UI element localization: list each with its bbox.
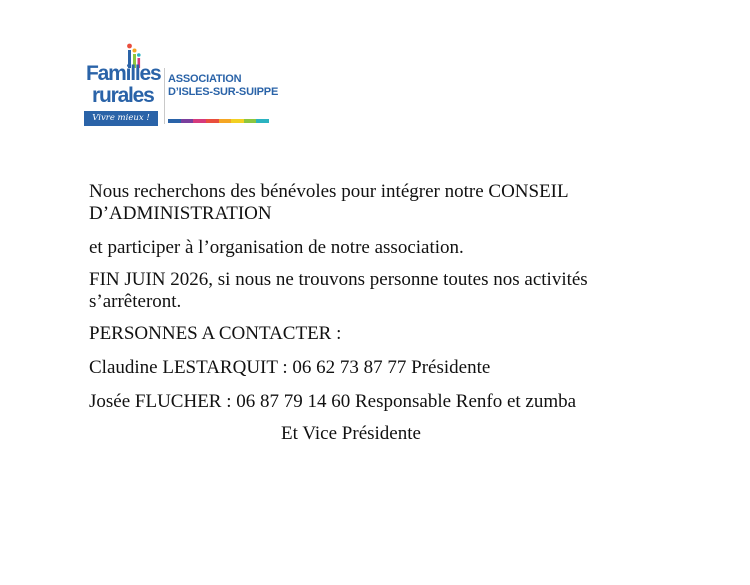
paragraph-participate: et participer à l’organisation de notre association. [89,237,464,258]
logo-color-bar [168,119,269,123]
color-bar-segment [206,119,219,123]
logo-brand-block [84,40,160,128]
contact-president: Claudine LESTARQUIT : 06 62 73 87 77 Présidente [89,357,491,378]
vice-president-title: Et Vice Présidente [281,423,421,444]
familles-rurales-logo [84,40,279,128]
paragraph-volunteers: Nous recherchons des bénévoles pour intégrer notre CONSEIL D’ADMINISTRATION [89,181,568,224]
color-bar-segment [256,119,269,123]
color-bar-segment [181,119,194,123]
color-bar-segment [168,119,181,123]
color-bar-segment [231,119,244,123]
color-bar-segment [244,119,257,123]
brand-word-familles: Familles [86,62,161,85]
logo-divider [164,68,165,124]
color-bar-segment [219,119,232,123]
announcement-text [89,181,649,457]
brand-word-rurales: rurales [92,84,154,107]
color-bar-segment [193,119,206,123]
association-name-line1: ASSOCIATION [168,73,242,85]
brand-tagline: Vivre mieux ! [84,111,158,126]
paragraph-contacts-heading: PERSONNES A CONTACTER : [89,323,342,344]
association-name-line2: D’ISLES-SUR-SUIPPE [168,86,279,98]
association-name [168,73,278,99]
paragraph-deadline: FIN JUIN 2026, si nous ne trouvons personne toutes nos activités s’arrêteront. [89,269,588,312]
contact-vice-president: Josée FLUCHER : 06 87 79 14 60 Responsable Renfo et zumba [89,391,577,412]
